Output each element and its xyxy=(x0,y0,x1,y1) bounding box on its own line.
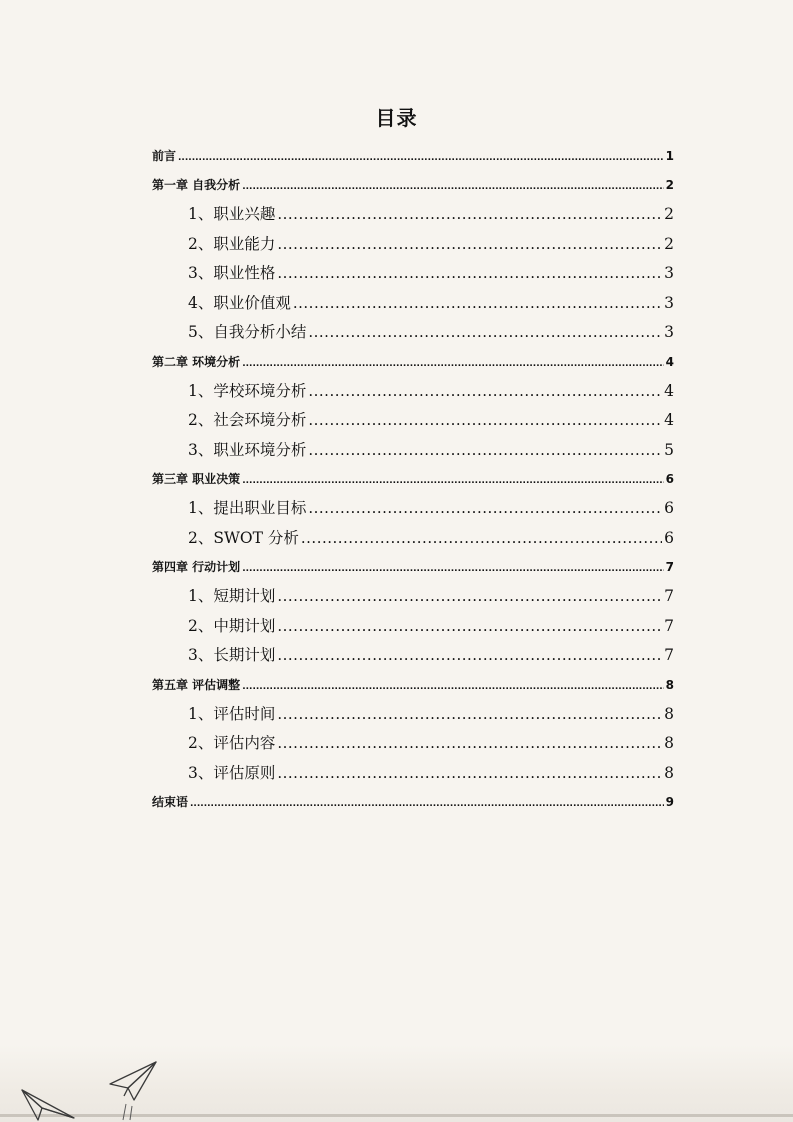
dot-leader xyxy=(308,436,662,466)
toc-entry-label: 3、职业环境分析 xyxy=(188,440,307,459)
toc-section-entry[interactable] xyxy=(152,230,674,260)
toc-chapter-entry[interactable] xyxy=(152,553,674,582)
toc-entry-label: 2、中期计划 xyxy=(188,616,276,635)
toc-page-number: 8 xyxy=(664,704,674,723)
toc-section-entry[interactable] xyxy=(152,318,674,348)
toc-entry-label: 第一章 自我分析 xyxy=(152,178,241,192)
toc-page-number: 2 xyxy=(664,205,674,223)
table-of-contents xyxy=(152,142,674,817)
toc-entry-label: 第四章 行动计划 xyxy=(152,560,241,574)
toc-page-number: 4 xyxy=(665,354,674,369)
dot-leader xyxy=(277,200,662,230)
dot-leader xyxy=(277,759,662,789)
toc-section-entry[interactable] xyxy=(152,641,674,671)
dot-leader xyxy=(242,171,663,202)
toc-section-entry[interactable] xyxy=(152,700,674,730)
toc-section-entry[interactable] xyxy=(152,377,674,407)
toc-section-entry[interactable] xyxy=(152,289,674,319)
toc-page-number: 7 xyxy=(664,616,674,635)
paper-plane-icon xyxy=(106,1060,158,1122)
toc-entry-label: 3、长期计划 xyxy=(188,646,276,664)
dot-leader xyxy=(277,729,662,759)
toc-page-number: 7 xyxy=(664,646,674,664)
dot-leader xyxy=(301,524,662,554)
toc-entry-label: 1、学校环境分析 xyxy=(188,381,307,400)
paper-plane-icon xyxy=(20,1086,76,1122)
toc-chapter-entry[interactable] xyxy=(152,348,674,377)
page-title: 目录 xyxy=(375,106,418,130)
toc-chapter-entry[interactable] xyxy=(152,465,674,494)
toc-section-entry[interactable] xyxy=(152,524,674,554)
toc-page-number: 8 xyxy=(664,734,674,752)
toc-entry-label: 1、提出职业目标 xyxy=(188,499,307,517)
toc-entry-label: 第二章 环境分析 xyxy=(152,354,241,369)
toc-section-entry[interactable] xyxy=(152,759,674,789)
dot-leader xyxy=(178,142,664,173)
toc-entry-label: 5、自我分析小结 xyxy=(188,323,307,341)
toc-section-entry[interactable] xyxy=(152,729,674,759)
toc-page-number: 4 xyxy=(664,381,674,400)
dot-leader xyxy=(277,700,662,730)
toc-page-number: 7 xyxy=(665,560,674,574)
toc-section-entry[interactable] xyxy=(152,582,674,612)
toc-section-entry[interactable] xyxy=(152,259,674,289)
toc-page-number: 4 xyxy=(664,411,674,429)
toc-page-number: 6 xyxy=(664,528,674,547)
toc-entry-label: 第五章 评估调整 xyxy=(152,677,241,692)
dot-leader xyxy=(277,641,662,671)
toc-page-number: 8 xyxy=(664,763,674,782)
toc-page-number: 2 xyxy=(664,234,674,253)
toc-page-number: 6 xyxy=(665,472,674,486)
dot-leader xyxy=(242,465,663,496)
dot-leader xyxy=(308,377,662,407)
toc-section-entry[interactable] xyxy=(152,612,674,642)
toc-entry-label: 2、SWOT 分析 xyxy=(188,528,299,547)
toc-page-number: 8 xyxy=(665,677,674,692)
toc-page-number: 3 xyxy=(664,264,674,282)
toc-page-number: 3 xyxy=(664,323,674,341)
dot-leader xyxy=(277,582,662,612)
toc-page-number: 9 xyxy=(665,795,674,809)
dot-leader xyxy=(277,259,662,289)
toc-chapter-entry[interactable] xyxy=(152,142,674,171)
dot-leader xyxy=(242,553,663,584)
toc-entry-label: 2、社会环境分析 xyxy=(188,411,307,429)
toc-entry-label: 2、评估内容 xyxy=(188,734,276,752)
dot-leader xyxy=(277,230,662,260)
dot-leader xyxy=(190,788,664,819)
toc-section-entry[interactable] xyxy=(152,494,674,524)
dot-leader xyxy=(242,671,663,702)
toc-page-number: 1 xyxy=(665,149,674,163)
toc-entry-label: 前言 xyxy=(152,149,177,163)
toc-entry-label: 1、评估时间 xyxy=(188,704,276,723)
toc-page-number: 7 xyxy=(664,587,674,605)
toc-entry-label: 3、评估原则 xyxy=(188,763,276,782)
dot-leader xyxy=(308,318,662,348)
toc-page-number: 6 xyxy=(664,499,674,517)
dot-leader xyxy=(308,494,662,524)
toc-chapter-entry[interactable] xyxy=(152,171,674,200)
toc-entry-label: 4、职业价值观 xyxy=(188,293,291,312)
toc-section-entry[interactable] xyxy=(152,436,674,466)
toc-entry-label: 1、职业兴趣 xyxy=(188,205,276,223)
toc-section-entry[interactable] xyxy=(152,200,674,230)
dot-leader xyxy=(308,406,662,436)
toc-entry-label: 第三章 职业决策 xyxy=(152,472,241,486)
toc-entry-label: 3、职业性格 xyxy=(188,264,276,282)
toc-page-number: 2 xyxy=(665,178,674,192)
dot-leader xyxy=(242,348,663,379)
dot-leader xyxy=(293,289,662,319)
toc-entry-label: 2、职业能力 xyxy=(188,234,276,253)
toc-chapter-entry[interactable] xyxy=(152,788,674,817)
toc-page-number: 3 xyxy=(664,293,674,312)
toc-chapter-entry[interactable] xyxy=(152,671,674,700)
toc-entry-label: 1、短期计划 xyxy=(188,587,276,605)
dot-leader xyxy=(277,612,662,642)
toc-entry-label: 结束语 xyxy=(152,795,189,809)
toc-section-entry[interactable] xyxy=(152,406,674,436)
toc-page-number: 5 xyxy=(664,440,674,459)
